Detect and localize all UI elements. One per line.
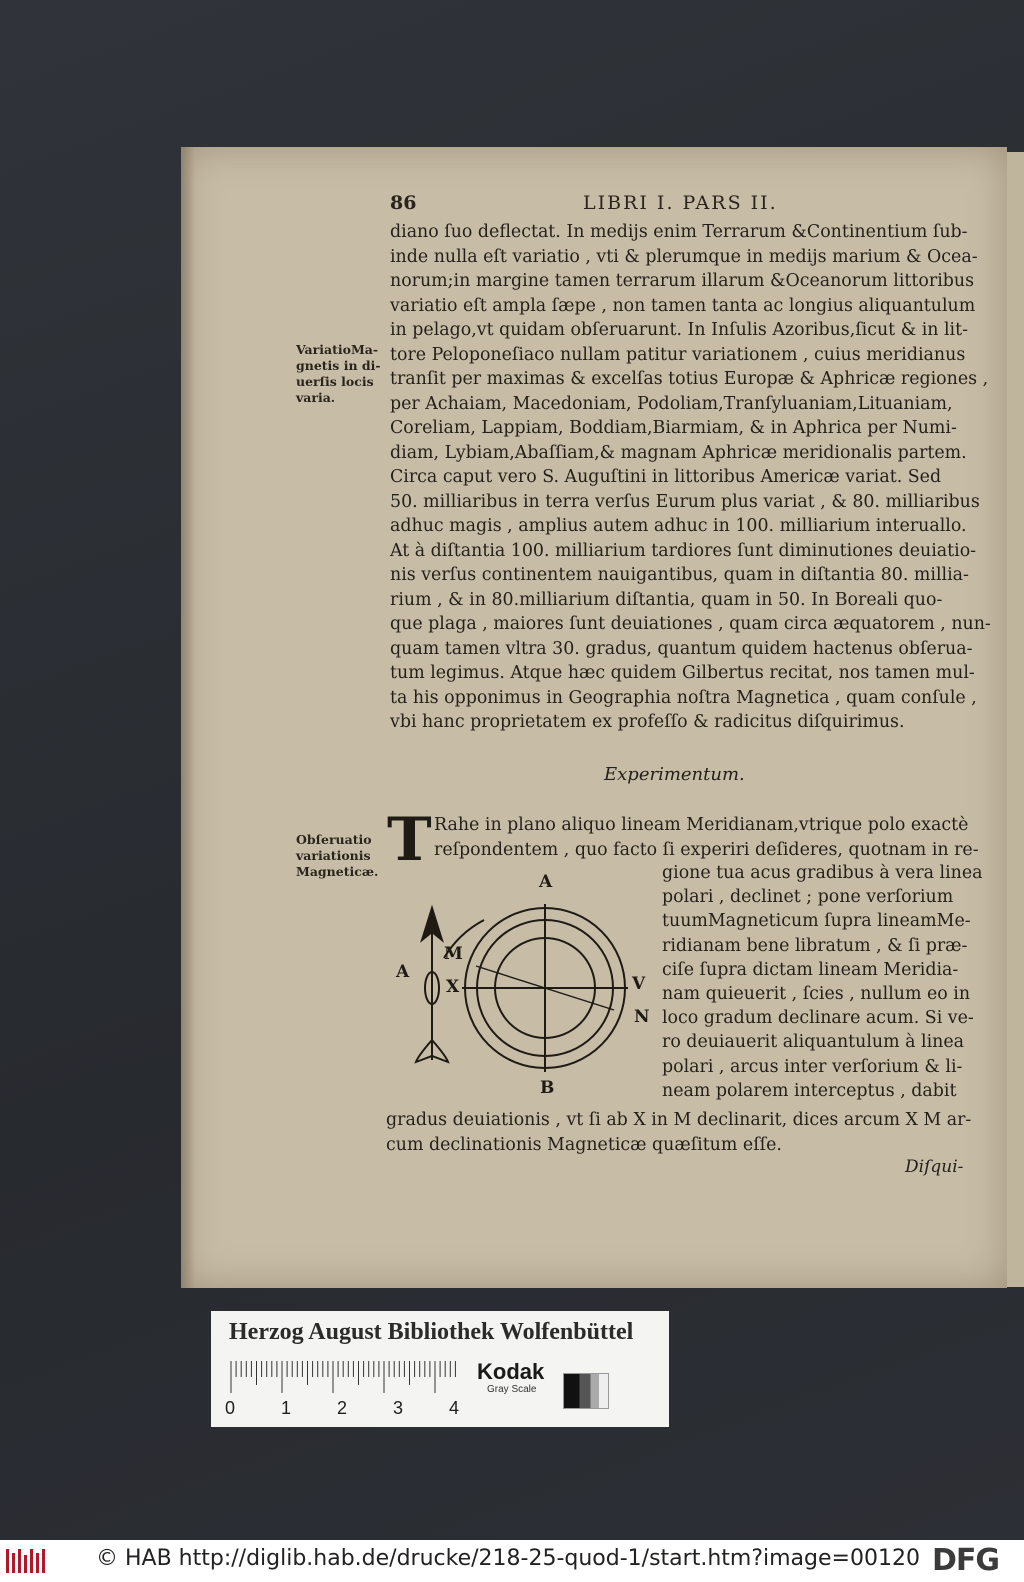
section-heading: Experimentum. — [604, 764, 745, 785]
footer-bar — [0, 1540, 1024, 1582]
text-line: tore Peloponeſiaco nullam patitur variationem , cuius meridianus — [390, 344, 966, 365]
figure-label-v: V — [632, 974, 646, 994]
ruler-number: 4 — [449, 1398, 460, 1418]
text-line: loco gradum declinare acum. Si ve- — [662, 1008, 974, 1029]
marginal-line: varia. — [296, 390, 336, 405]
copyright-url[interactable]: © HAB http://diglib.hab.de/drucke/218-25-quod-1/start.htm?image=00120 — [96, 1546, 920, 1571]
body-paragraph — [390, 220, 990, 735]
experiment-wrapped-text — [662, 861, 992, 1103]
text-line: gradus deuiationis , vt ſi ab X in M declinarit, dices arcum X M ar- — [386, 1110, 972, 1130]
text-line: rium , & in 80.milliarium diſtantia, quam in 50. In Boreali quo- — [390, 589, 943, 610]
text-line: adhuc magis , amplius autem adhuc in 100. milliarium interuallo. — [390, 516, 967, 536]
text-line: tuumMagneticum ſupra lineamMe- — [662, 911, 971, 932]
figure-label-m: M — [444, 944, 463, 964]
marginal-note-variation — [296, 342, 386, 406]
ruler-number: 2 — [337, 1398, 348, 1418]
page-gutter-shadow — [181, 147, 195, 1288]
text-line: quam tamen vltra 30. gradus, quantum quidem hactenus obſerua- — [390, 638, 973, 659]
experiment-paragraph — [434, 813, 994, 862]
marginal-line: Magneticæ. — [296, 864, 379, 879]
ruler-number: 0 — [225, 1398, 236, 1418]
marginal-line: uerſis locis — [296, 374, 374, 389]
text-line: diano ſuo deflectat. In medijs enim Terrarum &Continentium ſub- — [390, 222, 968, 242]
experiment-conclusion — [386, 1108, 986, 1157]
needle-figure — [416, 908, 448, 1062]
marginal-line: gnetis in di- — [296, 358, 381, 373]
text-line: cum declinationis Magneticæ quæſitum eſſe. — [386, 1134, 782, 1155]
text-line: 50. milliaribus in terra verſus Eurum plus variat , & 80. milliaribus — [390, 491, 980, 512]
text-line: inde nulla eſt variatio , vti & plerumque in medijs marium & Ocea- — [390, 246, 978, 267]
figure-label-b: B — [540, 1078, 555, 1098]
ruler-scale — [230, 1361, 460, 1395]
text-line: gione tua acus gradibus à vera linea — [662, 863, 983, 883]
text-line: per Achaiam, Macedoniam, Podoliam,Tranſyluaniam,Lituaniam, — [390, 393, 953, 414]
ruler-number: 1 — [281, 1398, 292, 1418]
figure-label-x: X — [446, 977, 460, 997]
text-line: ta his opponimus in Geographia noſtra Magnetica , quam conſule , — [390, 687, 977, 708]
running-title: LIBRI I. PARS II. — [583, 192, 778, 214]
text-line: variatio eſt ampla ſæpe , non tamen tanta ac longius aliquantulum — [390, 295, 976, 316]
figure-label-a-left: A — [396, 962, 410, 982]
text-line: que plaga , maiores ſunt deuiationes , quam circa æquatorem , nun- — [390, 614, 991, 634]
text-line: Coreliam, Lappiam, Boddiam,Biarmiam, & in Aphrica per Numi- — [390, 418, 957, 438]
marginal-line: variationis — [296, 848, 371, 863]
dfg-logo: DFG — [932, 1543, 1000, 1578]
text-line: diam, Lybiam,Abaſſiam,& magnam Aphricæ meridionalis partem. — [390, 442, 967, 463]
text-line: ciſe ſupra dictam lineam Meridia- — [662, 959, 959, 980]
marginal-line: VariatioMa- — [296, 342, 379, 357]
marginal-line: Obſeruatio — [296, 832, 372, 847]
text-line: neam polarem interceptus , dabit — [662, 1080, 957, 1101]
drop-cap: T — [387, 805, 432, 875]
text-line: polari , arcus inter verſorium & li- — [662, 1056, 963, 1077]
marginal-note-observation — [296, 832, 386, 880]
text-line: tum legimus. Atque hæc quidem Gilbertus recitat, nos tamen mul- — [390, 663, 975, 683]
figure-label-n: N — [634, 1007, 650, 1027]
figure-label-a-top: A — [539, 872, 553, 892]
text-line: Circa caput vero S. Auguſtini in littoribus Americæ variat. Sed — [390, 467, 942, 487]
text-line: Rahe in plano aliquo lineam Meridianam,vtrique polo exactè — [434, 815, 969, 835]
compass-diagram — [392, 870, 662, 1106]
text-line: nam quieuerit , ſcies , nullum eo in — [662, 983, 971, 1004]
text-line: polari , declinet ; pone verſorium — [662, 887, 954, 908]
hab-barcode-logo — [4, 1546, 48, 1576]
text-line: tranſit per maximas & excelſas totius Europæ & Aphricæ regiones , — [390, 369, 989, 389]
gray-scale-label: Gray Scale — [487, 1384, 537, 1395]
library-name: Herzog August Bibliothek Wolfenbüttel — [229, 1319, 634, 1345]
text-line: At à diſtantia 100. milliarium tardiores ſunt diminutiones deuiatio- — [390, 540, 977, 561]
text-line: vbi hanc proprietatem ex profeſſo & radicitus diſquirimus. — [390, 712, 905, 732]
library-color-card — [211, 1311, 669, 1427]
compass-figure — [392, 870, 662, 1106]
text-line: reſpondentem , quo facto ſi experiri deſideres, quotnam in re- — [434, 839, 979, 860]
text-line: nis verſus continentem nauigantibus, quam in diſtantia 80. millia- — [390, 565, 969, 585]
catchword: Diſqui- — [905, 1157, 964, 1177]
page-number: 86 — [390, 192, 417, 214]
running-head — [390, 192, 980, 216]
gray-scale-patch — [563, 1373, 609, 1409]
text-line: ro deuiauerit aliquantulum à linea — [662, 1032, 964, 1053]
text-line: norum;in margine tamen terrarum illarum &Oceanorum littoribus — [390, 271, 975, 291]
text-line: ridianam bene libratum , & ſi præ- — [662, 935, 968, 956]
ruler-number: 3 — [393, 1398, 404, 1418]
text-line: in pelago,vt quidam obſeruarunt. In Inſulis Azoribus,ſicut & in lit- — [390, 320, 968, 340]
kodak-logo: Kodak — [477, 1359, 545, 1384]
